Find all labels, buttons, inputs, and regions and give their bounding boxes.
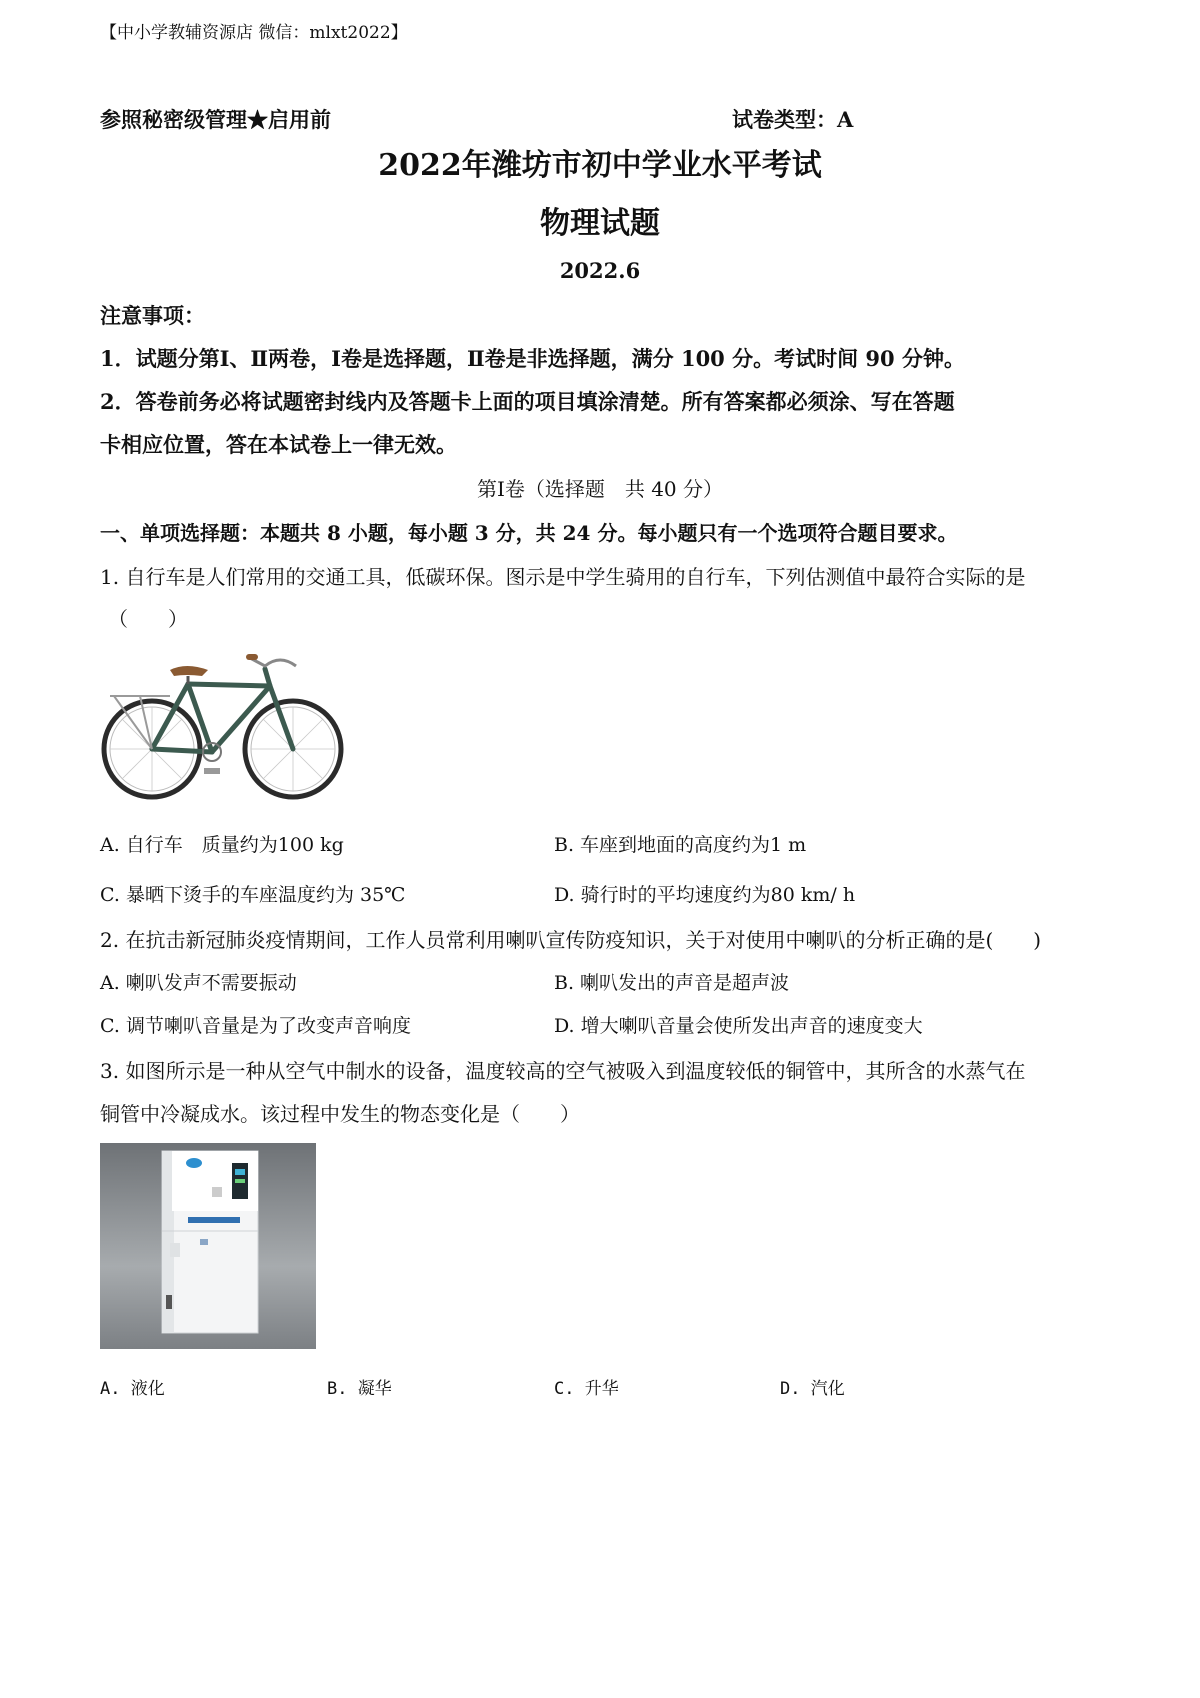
q3-stem-line-2: 铜管中冷凝成水。该过程中发生的物态变化是（ ）: [100, 1102, 580, 1126]
q1-stem-line-1: 1. 自行车是人们常用的交通工具，低碳环保。图示是中学生骑用的自行车，下列估测值中最符合实际的是: [100, 565, 1026, 589]
exam-title: 2022年潍坊市初中学业水平考试: [378, 148, 822, 183]
q2-option-d: D. 增大喇叭音量会使所发出声音的速度变大: [554, 1015, 923, 1037]
bicycle-image: [100, 644, 346, 802]
q3-option-c: C. 升华: [554, 1379, 619, 1399]
q3-option-b: B. 凝华: [327, 1379, 392, 1399]
q1-option-c: C. 暴晒下烫手的车座温度约为 35℃: [100, 884, 406, 906]
note-item-2-line-2: 卡相应位置，答在本试卷上一律无效。: [100, 432, 457, 457]
secrecy-label: 参照秘密级管理★启用前: [100, 107, 331, 132]
q3-stem-line-1: 3. 如图所示是一种从空气中制水的设备，温度较高的空气被吸入到温度较低的铜管中，其所含的水蒸气在: [100, 1059, 1026, 1083]
q1-stem-line-2: （ ）: [108, 607, 188, 631]
notes-heading: 注意事项：: [100, 303, 205, 328]
q3-option-d: D. 汽化: [780, 1379, 845, 1399]
note-item-1: 1．试题分第Ⅰ、Ⅱ两卷，Ⅰ卷是选择题，Ⅱ卷是非选择题，满分 100 分。考试时间 90 分钟。: [100, 346, 965, 371]
q2-option-b: B. 喇叭发出的声音是超声波: [554, 972, 790, 994]
q1-option-d: D. 骑行时的平均速度约为80 km/ h: [554, 884, 856, 906]
subject-title: 物理试题: [540, 206, 660, 241]
water-machine-image: [100, 1143, 316, 1349]
q2-stem: 2. 在抗击新冠肺炎疫情期间，工作人员常利用喇叭宣传防疫知识，关于对使用中喇叭的分析正确的是( ): [100, 928, 1042, 952]
q1-option-a: A. 自行车 质量约为100 kg: [100, 834, 344, 856]
part-heading: 一、单项选择题：本题共 8 小题，每小题 3 分，共 24 分。每小题只有一个选项符合题目要求。: [100, 521, 958, 545]
q1-option-b: B. 车座到地面的高度约为1 m: [554, 834, 807, 856]
note-item-2-line-1: 2．答卷前务必将试题密封线内及答题卡上面的项目填涂清楚。所有答案都必须涂、写在答题: [100, 389, 955, 414]
paper-type-label: 试卷类型：A: [732, 107, 854, 132]
q2-option-a: A. 喇叭发声不需要振动: [100, 972, 297, 994]
exam-date: 2022.6: [559, 258, 641, 283]
watermark-text: 【中小学教辅资源店 微信：mlxt2022】: [100, 23, 408, 43]
q2-option-c: C. 调节喇叭音量是为了改变声音响度: [100, 1015, 411, 1037]
section-heading: 第Ⅰ卷（选择题 共 40 分）: [476, 477, 724, 501]
q3-option-a: A. 液化: [100, 1379, 165, 1399]
